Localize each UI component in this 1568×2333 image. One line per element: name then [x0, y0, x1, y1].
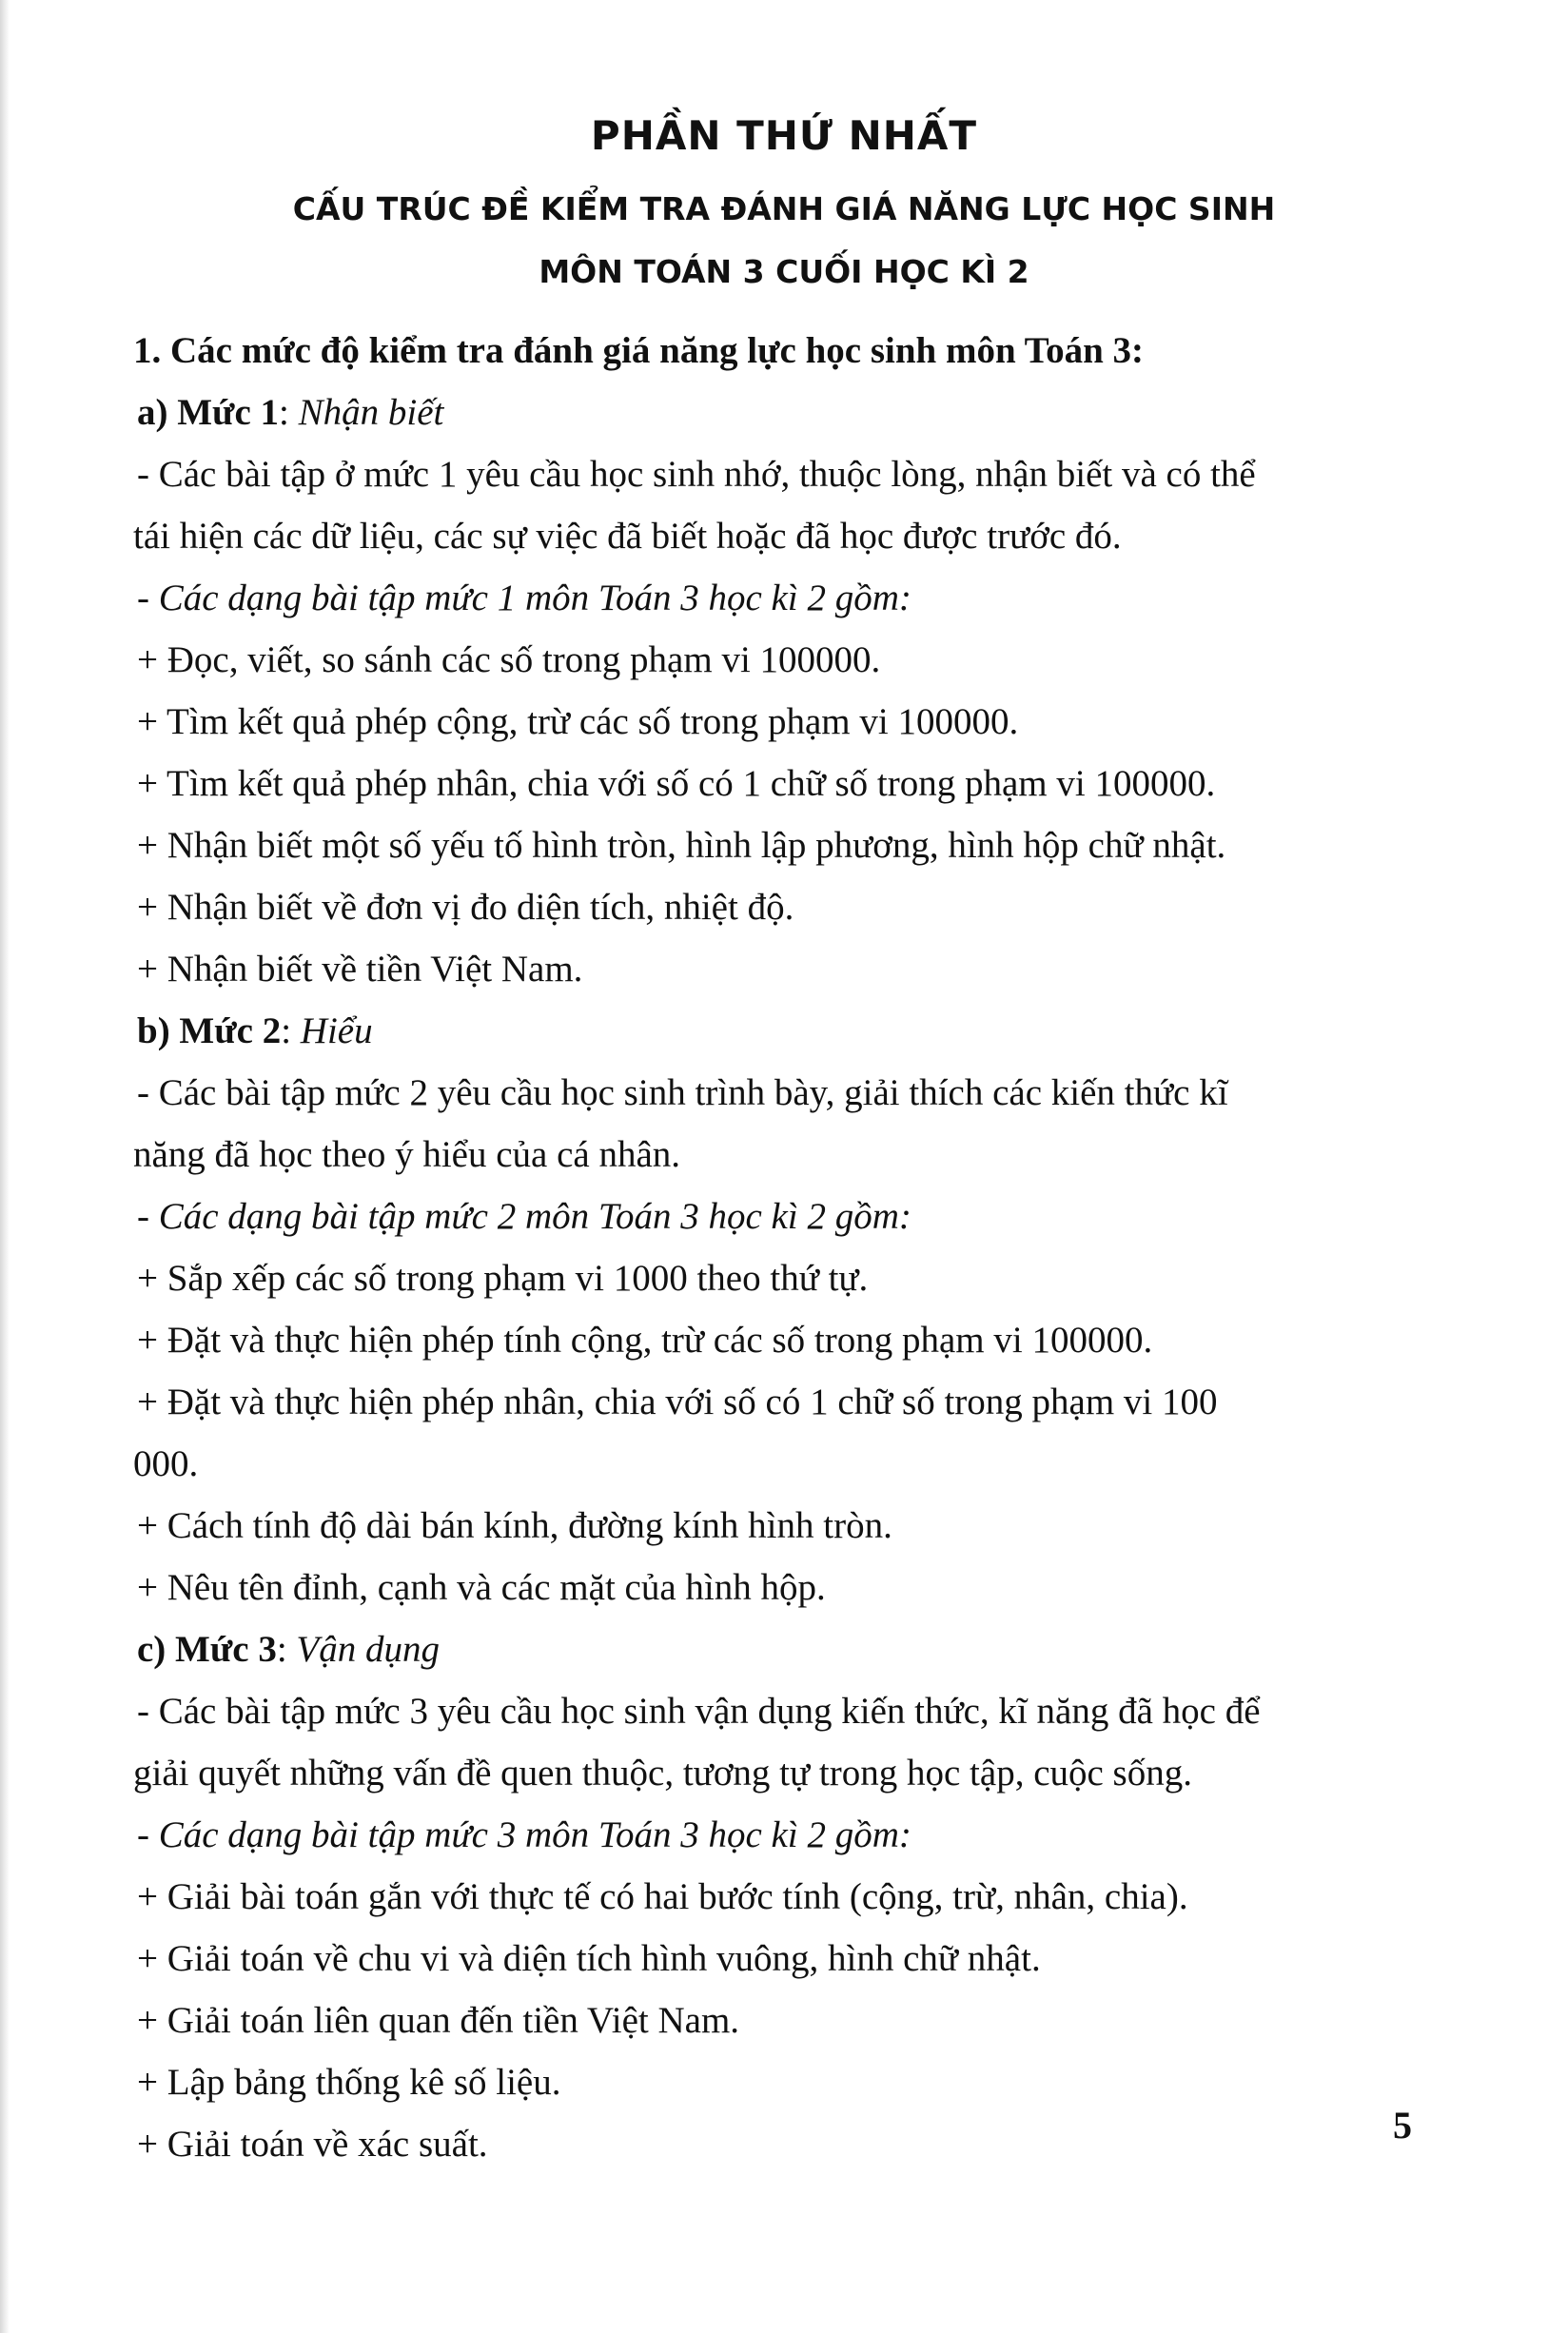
level-3-name: Vận dụng: [296, 1629, 440, 1670]
level-3-description-line: giải quyết những vấn đề quen thuộc, tương tự trong học tập, cuộc sống.: [133, 1753, 1192, 1794]
level-2-list-item: + Đặt và thực hiện phép tính cộng, trừ các số trong phạm vi 100000.: [137, 1320, 1153, 1361]
level-3-list-item: + Giải toán liên quan đến tiền Việt Nam.: [137, 2000, 740, 2041]
level-2-separator: :: [281, 1010, 301, 1051]
level-3-heading: [133, 1618, 1427, 1680]
level-1-list-item: + Nhận biết một số yếu tố hình tròn, hình lập phương, hình hộp chữ nhật.: [137, 825, 1226, 866]
level-2-list-item-continuation: 000.: [133, 1443, 199, 1484]
section-heading: 1. Các mức độ kiểm tra đánh giá năng lực học sinh môn Toán 3:: [133, 330, 1145, 371]
level-2-label: b) Mức 2: [137, 1010, 282, 1051]
level-3-label: c) Mức 3: [137, 1629, 277, 1670]
part-title: PHẦN THỨ NHẤT: [590, 112, 978, 159]
level-1-list-item: + Tìm kết quả phép nhân, chia với số có 1 chữ số trong phạm vi 100000.: [137, 763, 1216, 804]
level-2-description-line: năng đã học theo ý hiểu của cá nhân.: [133, 1134, 681, 1175]
level-2-description-line: - Các bài tập mức 2 yêu cầu học sinh trình bày, giải thích các kiến thức kĩ: [137, 1072, 1228, 1113]
structure-title: CẤU TRÚC ĐỀ KIỂM TRA ĐÁNH GIÁ NĂNG LỰC HỌC SINH: [292, 190, 1276, 227]
level-1-list-item: + Nhận biết về đơn vị đo diện tích, nhiệt độ.: [137, 887, 794, 928]
level-1-list-item: + Đọc, viết, so sánh các số trong phạm vi 100000.: [137, 639, 881, 680]
page-number: 5: [1393, 2104, 1412, 2147]
page-edge-shadow: [0, 0, 10, 2333]
level-1-description-line: - Các bài tập ở mức 1 yêu cầu học sinh nhớ, thuộc lòng, nhận biết và có thể: [137, 454, 1256, 495]
level-3-separator: :: [276, 1629, 297, 1670]
level-3-types-intro: - Các dạng bài tập mức 3 môn Toán 3 học kì 2 gồm:: [137, 1814, 911, 1855]
level-2-list-item: + Đặt và thực hiện phép nhân, chia với số có 1 chữ số trong phạm vi 100: [137, 1382, 1218, 1422]
level-2-heading: [133, 1000, 1427, 1062]
level-2-list-item: + Cách tính độ dài bán kính, đường kính hình tròn.: [137, 1505, 892, 1546]
level-1-separator: :: [279, 392, 299, 433]
level-1-description-line: tái hiện các dữ liệu, các sự việc đã biết hoặc đã học được trước đó.: [133, 516, 1122, 557]
level-2-types-intro: - Các dạng bài tập mức 2 môn Toán 3 học kì 2 gồm:: [137, 1196, 911, 1237]
level-3-list-item: + Giải toán về chu vi và diện tích hình vuông, hình chữ nhật.: [137, 1938, 1041, 1979]
document-body: [133, 320, 1427, 2175]
level-2-list-item: + Sắp xếp các số trong phạm vi 1000 theo thứ tự.: [137, 1258, 869, 1299]
subject-title: MÔN TOÁN 3 CUỐI HỌC KÌ 2: [539, 253, 1029, 290]
level-1-list-item: + Tìm kết quả phép cộng, trừ các số trong phạm vi 100000.: [137, 701, 1019, 742]
level-2-list-item: + Nêu tên đỉnh, cạnh và các mặt của hình hộp.: [137, 1567, 826, 1608]
level-1-types-intro: - Các dạng bài tập mức 1 môn Toán 3 học kì 2 gồm:: [137, 578, 911, 618]
level-3-description-line: - Các bài tập mức 3 yêu cầu học sinh vận dụng kiến thức, kĩ năng đã học để: [137, 1691, 1261, 1732]
level-1-heading: [133, 382, 1427, 443]
level-3-list-item: + Giải toán về xác suất.: [137, 2124, 488, 2165]
level-3-list-item: + Giải bài toán gắn với thực tế có hai bước tính (cộng, trừ, nhân, chia).: [137, 1876, 1188, 1917]
level-3-list-item: + Lập bảng thống kê số liệu.: [137, 2062, 561, 2103]
level-1-label: a) Mức 1: [137, 392, 280, 433]
level-2-name: Hiểu: [300, 1010, 373, 1051]
level-1-list-item: + Nhận biết về tiền Việt Nam.: [137, 949, 583, 990]
level-1-name: Nhận biết: [298, 392, 444, 433]
